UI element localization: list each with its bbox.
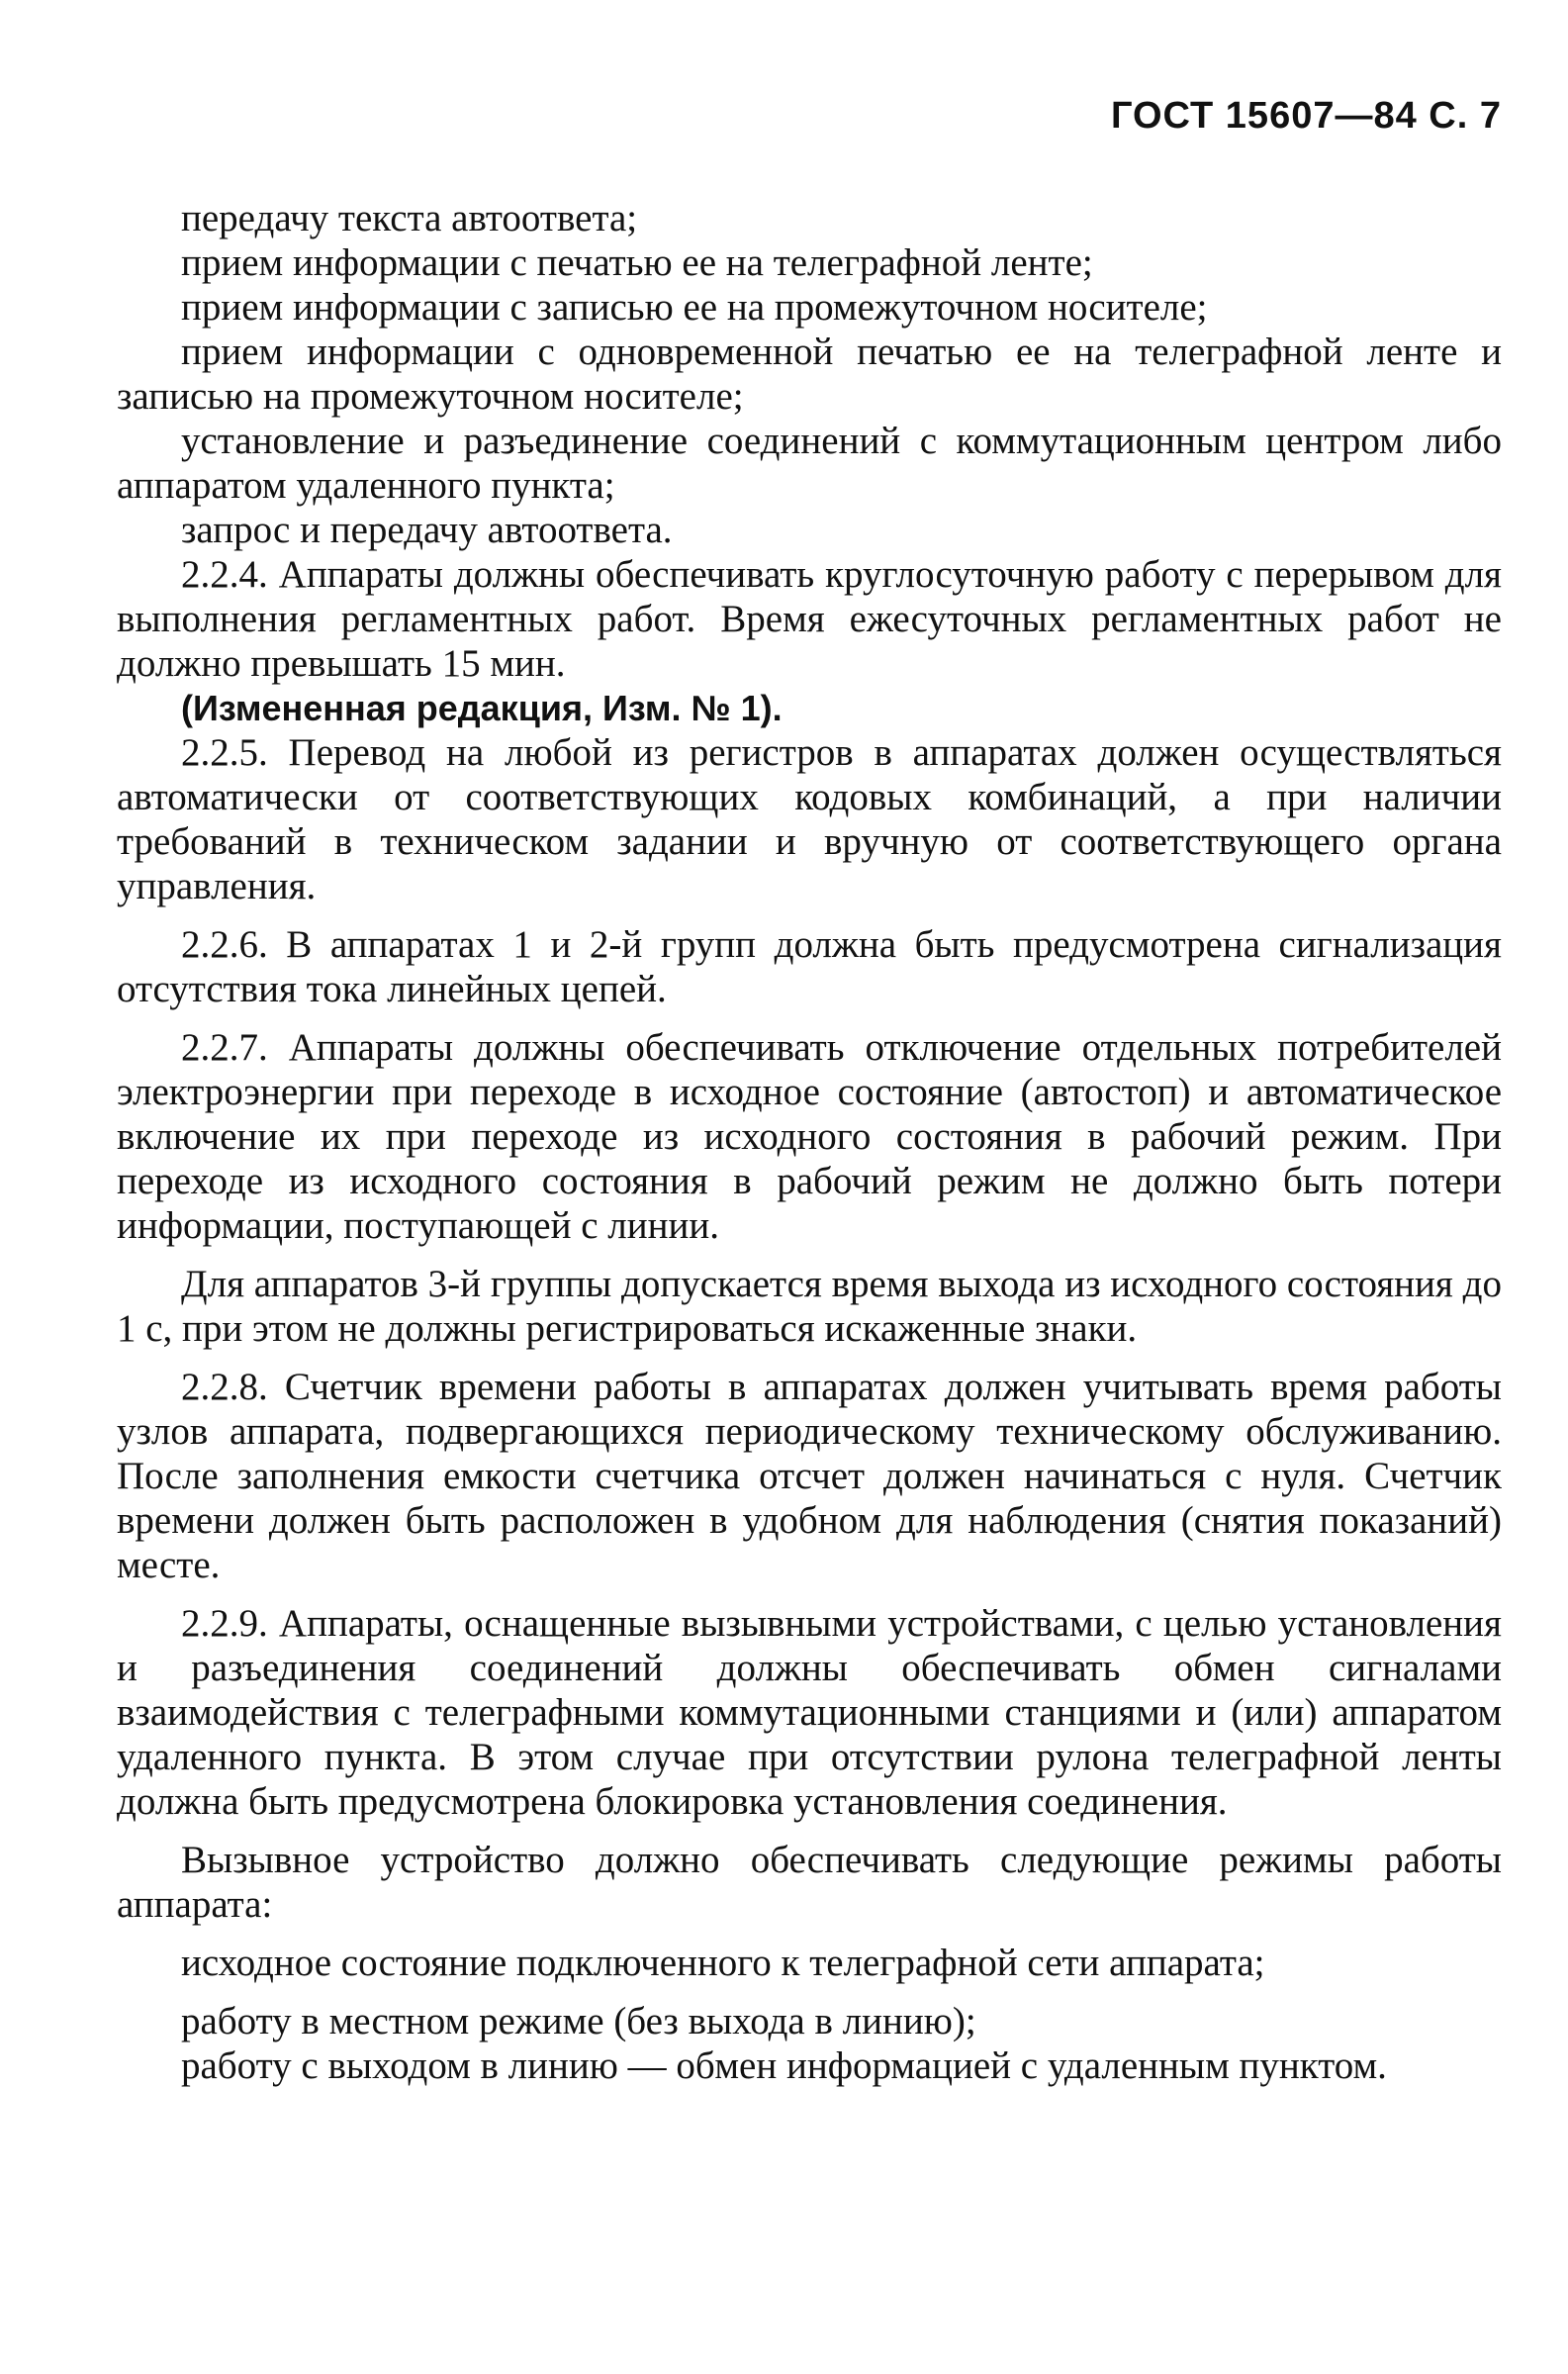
list-item: передачу текста автоответа; — [181, 197, 638, 239]
list-item: исходное состояние подключенного к телеграфной сети аппарата; — [181, 1942, 1265, 1984]
page-header-gost: ГОСТ 15607—84 С. 7 — [1110, 95, 1502, 137]
list-item: установление и разъединение соединений с коммутационным центром либо аппаратом удаленного пункта; — [117, 420, 1502, 507]
clause-2-2-9: 2.2.9. Аппараты, оснащенные вызывными устройствами, с целью установления и разъединения соединений должны обеспечивать обмен сигналами взаимодействия с телеграфными коммутационными станциями и (или) аппаратом удаленного пункта. В этом случае при отсутствии рулона телеграфной ленты должна быть предусмотрена блокировка установления соединения. — [117, 1602, 1502, 1823]
list-item: запрос и передачу автоответа. — [181, 509, 673, 551]
call-device-modes-intro: Вызывное устройство должно обеспечивать следующие режимы работы аппарата: — [117, 1839, 1502, 1926]
clause-2-2-7-note: Для аппаратов 3-й группы допускается время выхода из исходного состояния до 1 с, при этом не должны регистрироваться искаженные знаки. — [117, 1263, 1502, 1350]
clause-2-2-4: 2.2.4. Аппараты должны обеспечивать круглосуточную работу с перерывом для выполнения регламентных работ. Время ежесуточных регламентных работ не должно превышать 15 мин. — [117, 553, 1502, 685]
list-item: работу в местном режиме (без выхода в линию); — [181, 2000, 976, 2042]
list-item: работу с выходом в линию — обмен информацией с удаленным пунктом. — [181, 2044, 1387, 2087]
document-body — [117, 196, 1502, 2088]
document-page — [117, 95, 1502, 2361]
clause-2-2-8: 2.2.8. Счетчик времени работы в аппаратах должен учитывать время работы узлов аппарата, подвергающихся периодическому техническому обслуживанию. После заполнения емкости счетчика отсчет должен начинаться с нуля. Счетчик времени должен быть расположен в удобном для наблюдения (снятия показаний) месте. — [117, 1366, 1502, 1586]
list-item: прием информации с одновременной печатью ее на телеграфной ленте и записью на промежуточном носителе; — [117, 331, 1502, 418]
clause-2-2-6: 2.2.6. В аппаратах 1 и 2-й групп должна быть предусмотрена сигнализация отсутствия тока линейных цепей. — [117, 923, 1502, 1010]
list-item: прием информации с записью ее на промежуточном носителе; — [181, 286, 1208, 329]
clause-2-2-7: 2.2.7. Аппараты должны обеспечивать отключение отдельных потребителей электроэнергии при переходе в исходное состояние (автостоп) и автоматическое включение их при переходе из исходного состояния в рабочий режим. При переходе из исходного состояния в рабочий режим не должно быть потери информации, поступающей с линии. — [117, 1026, 1502, 1247]
clause-2-2-5: 2.2.5. Перевод на любой из регистров в аппаратах должен осуществляться автоматически от соответствующих кодовых комбинаций, а при наличии требований в техническом задании и вручную от соответствующего органа управления. — [117, 731, 1502, 907]
list-item: прием информации с печатью ее на телеграфной ленте; — [181, 241, 1093, 284]
amendment-note: (Измененная редакция, Изм. № 1). — [181, 688, 783, 728]
